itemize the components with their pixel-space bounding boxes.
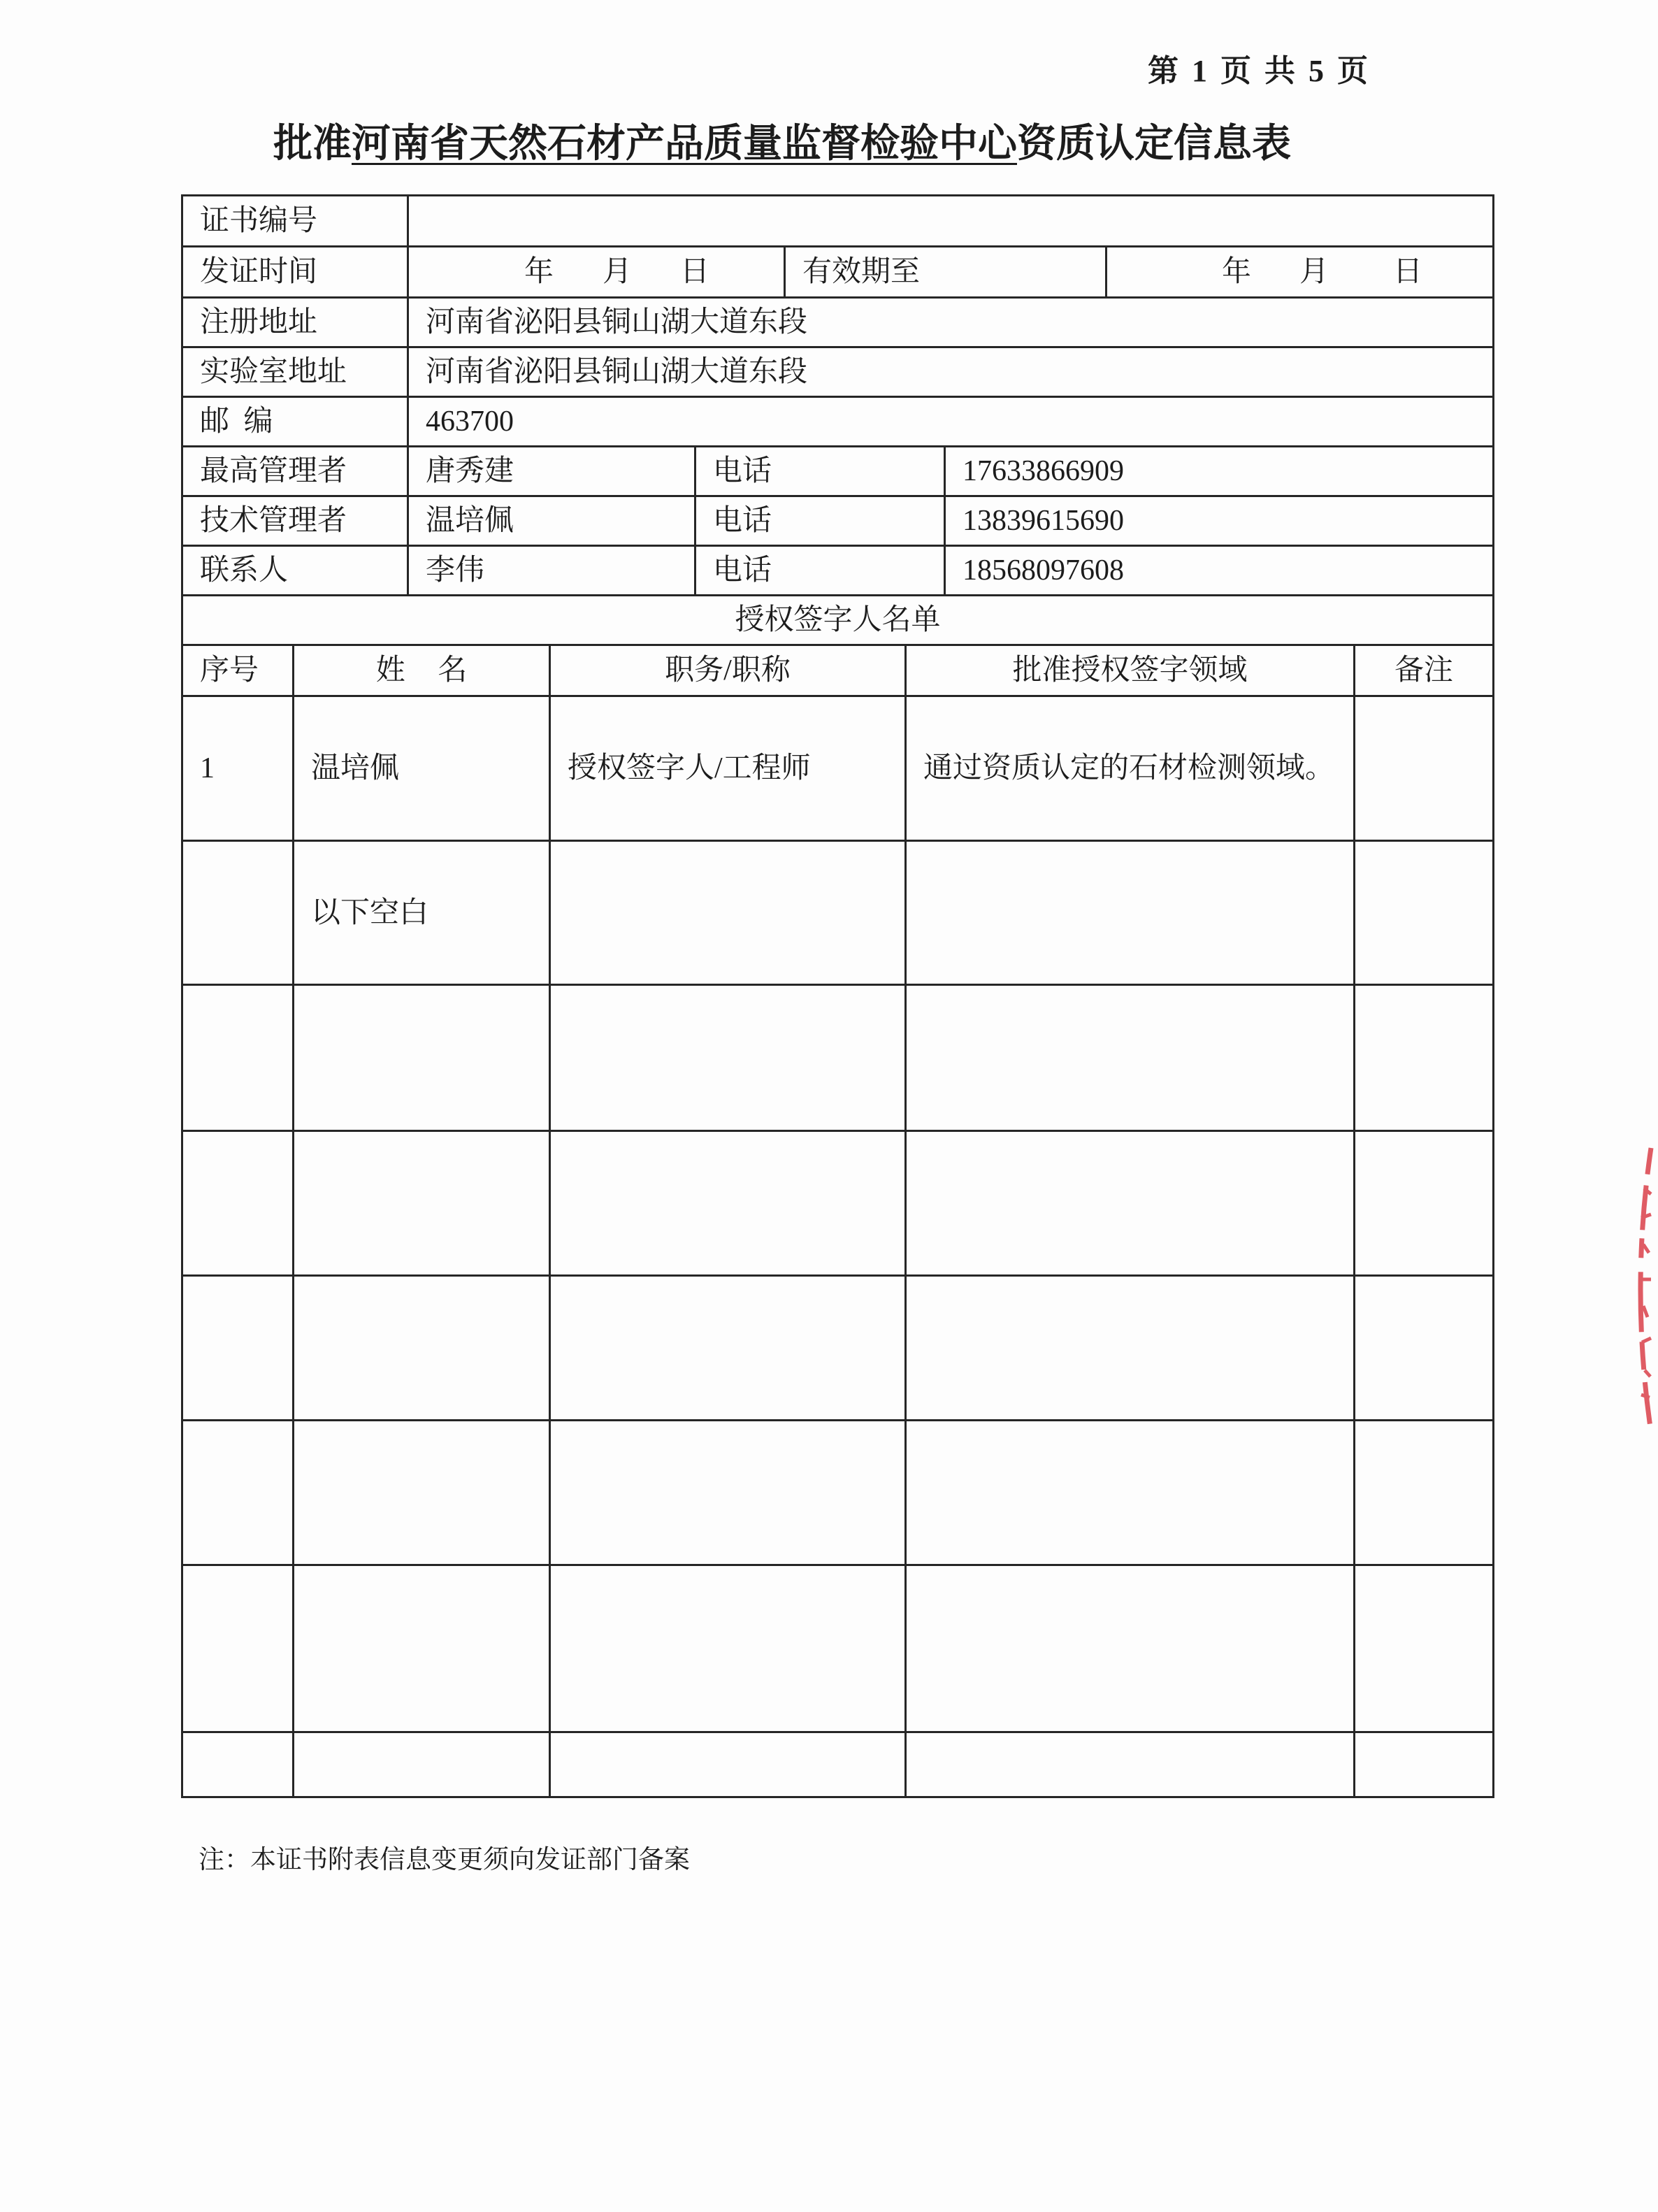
valid-until-year: 年 [1222,256,1252,288]
cell-name [292,840,551,986]
top-manager-phone-text: 17633866909 [963,455,1124,487]
header-remark-text: 备注 [1394,654,1453,687]
cell-index [181,1274,294,1421]
valid-until-label-text: 有效期至 [802,256,921,288]
cell-name [292,1564,551,1733]
cell-name [292,1731,551,1798]
top-manager-phone [944,445,1494,497]
certificate-number-value [407,194,1494,247]
cell-remark [1353,1731,1494,1798]
header-scope [904,644,1355,697]
cell-scope [904,1564,1355,1733]
cell-position [549,695,907,842]
registered-address-value-text: 河南省泌阳县铜山湖大道东段 [426,306,808,338]
cell-name [292,1419,551,1566]
cell-scope [904,695,1355,842]
cell-scope [904,1130,1355,1277]
cell-scope [904,840,1355,986]
cell-remark [1353,695,1494,842]
cell-index [181,1419,294,1566]
cell-position [549,1274,907,1421]
technical-manager-phone-label [694,495,946,547]
cell-scope [904,1274,1355,1421]
title-suffix: 资质认定信息表 [1017,122,1291,166]
page-indicator: 第 1 页 共 5 页 [1148,54,1368,88]
title-organization: 河南省天然石材产品质量监督检验中心 [352,122,1017,166]
issue-date-label-text: 发证时间 [200,256,318,288]
lab-address-label [181,346,409,398]
header-scope-text: 批准授权签字领域 [1012,654,1248,687]
header-name-text: 姓 名 [375,654,468,687]
contact-person-name-text: 李伟 [426,554,485,587]
cell-position [549,1731,907,1798]
cell-name [292,984,551,1132]
issue-date-year: 年 [524,256,554,288]
valid-until-label [784,245,1107,299]
title-prefix: 批准 [273,122,352,166]
signatory-section-title [181,594,1494,646]
top-manager-label [181,445,409,497]
header-name [292,644,551,697]
cell-remark [1353,1130,1494,1277]
lab-address-value [407,346,1494,398]
red-seal-fragment [1620,1140,1657,1440]
cell-position [549,1564,907,1733]
valid-until-day: 日 [1393,256,1423,288]
cell-position [549,1419,907,1566]
top-manager-name-text: 唐秀建 [426,455,514,487]
cell-position-text: 授权签字人/工程师 [568,752,811,784]
cell-index [181,1130,294,1277]
cell-name [292,1274,551,1421]
cell-scope [904,1419,1355,1566]
cell-index [181,1731,294,1798]
top-manager-phone-label [694,445,946,497]
cell-index [181,695,294,842]
valid-until-month: 月 [1299,256,1329,288]
header-position-text: 职务/职称 [665,654,791,687]
cell-name-text: 温培佩 [311,752,400,784]
top-manager-phone-label-text: 电话 [713,455,772,487]
header-index [181,644,294,697]
certificate-number-label [181,194,409,247]
technical-manager-phone-label-text: 电话 [713,505,772,537]
cell-name [292,1130,551,1277]
issue-date-label [181,245,409,299]
top-manager-name [407,445,696,497]
contact-person-label [181,545,409,596]
contact-person-phone-label [694,545,946,596]
header-position [549,644,907,697]
cell-index [181,984,294,1132]
contact-person-name [407,545,696,596]
registered-address-label [181,296,409,348]
cell-remark [1353,1274,1494,1421]
registered-address-value [407,296,1494,348]
cell-scope-text: 通过资质认定的石材检测领域。 [923,752,1335,784]
cell-remark [1353,984,1494,1132]
technical-manager-phone-text: 13839615690 [963,505,1124,537]
header-index-text: 序号 [200,654,259,687]
contact-person-phone-text: 18568097608 [963,554,1124,587]
certificate-number-label-text: 证书编号 [200,205,318,237]
technical-manager-name [407,495,696,547]
valid-until-value [1105,245,1494,299]
cell-position [549,840,907,986]
contact-person-phone-label-text: 电话 [713,554,772,587]
contact-person-phone [944,545,1494,596]
signatory-section-title-text: 授权签字人名单 [735,604,941,636]
postcode-label [181,396,409,447]
lab-address-label-text: 实验室地址 [200,356,347,388]
technical-manager-phone [944,495,1494,547]
cell-scope [904,1731,1355,1798]
issue-date-month: 月 [603,256,633,288]
cell-index-text: 1 [200,752,215,784]
registered-address-label-text: 注册地址 [200,306,318,338]
issue-date-value [407,245,786,299]
header-remark [1353,644,1494,697]
cell-remark [1353,1419,1494,1566]
postcode-value-text: 463700 [426,405,514,438]
cell-index [181,1564,294,1733]
contact-person-label-text: 联系人 [200,554,289,587]
technical-manager-label-text: 技术管理者 [200,505,347,537]
technical-manager-name-text: 温培佩 [426,505,514,537]
cell-position [549,1130,907,1277]
cell-position [549,984,907,1132]
postcode-value [407,396,1494,447]
lab-address-value-text: 河南省泌阳县铜山湖大道东段 [426,356,808,388]
top-manager-label-text: 最高管理者 [200,455,347,487]
cell-name [292,695,551,842]
cell-remark [1353,1564,1494,1733]
postcode-label-text: 邮 编 [200,405,273,438]
technical-manager-label [181,495,409,547]
cell-scope [904,984,1355,1132]
cell-index [181,840,294,986]
footnote: 注：本证书附表信息变更须向发证部门备案 [199,1846,690,1874]
page-title [273,124,1291,164]
cell-name-text: 以下空白 [311,896,429,929]
cell-remark [1353,840,1494,986]
issue-date-day: 日 [680,256,710,288]
